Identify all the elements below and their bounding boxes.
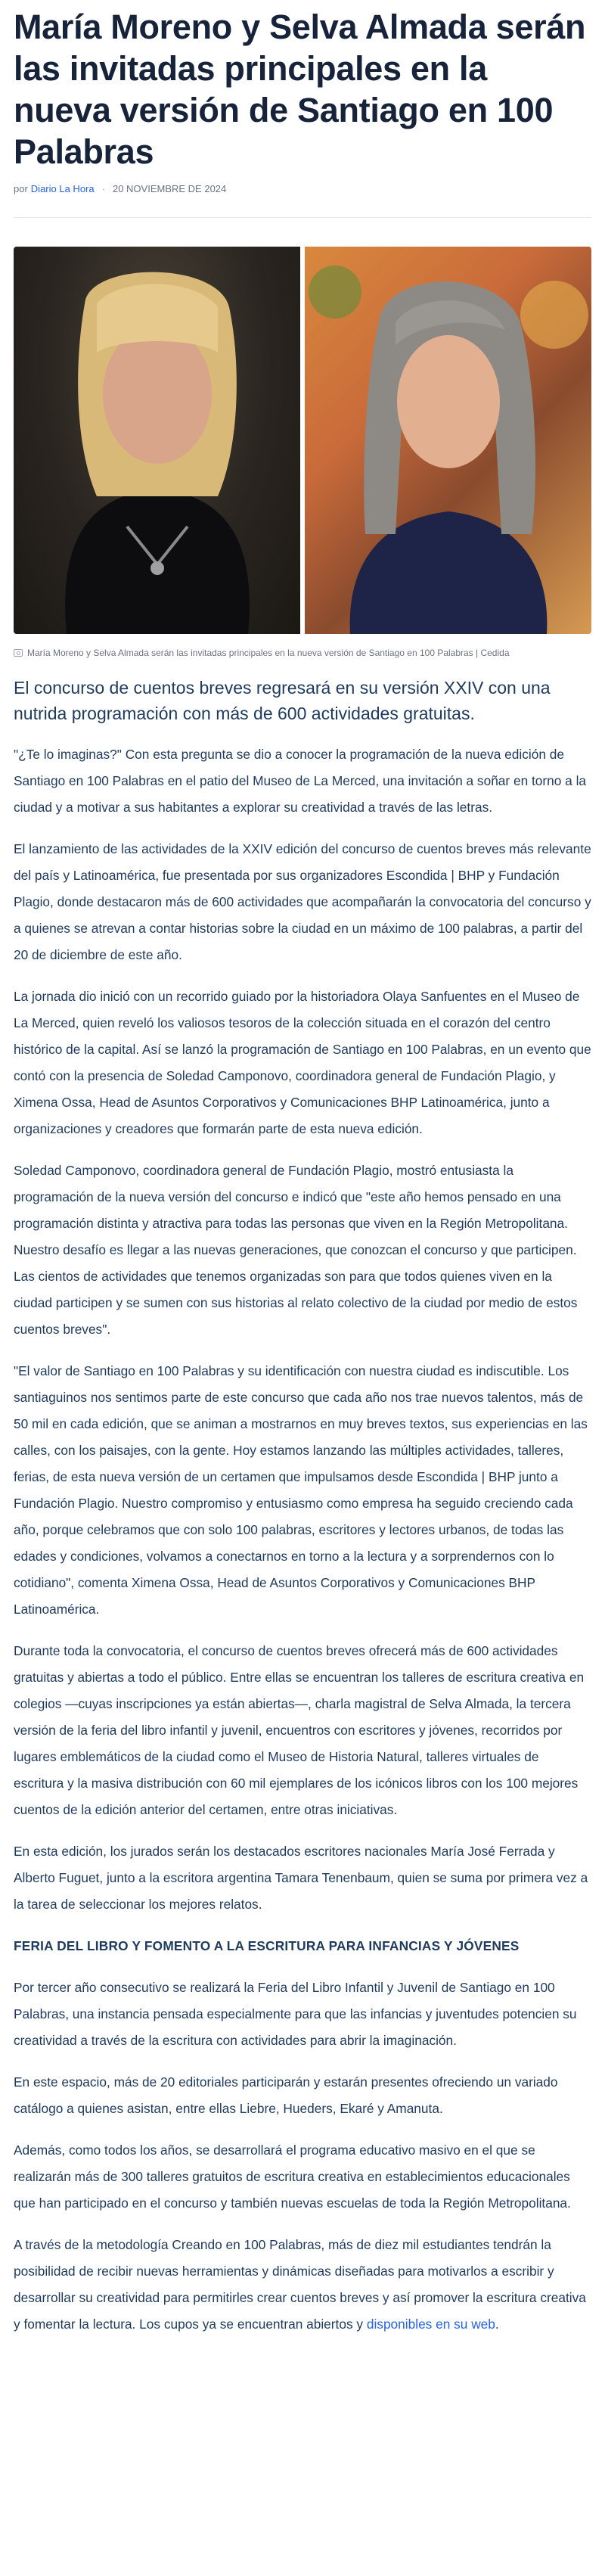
photo-maria-moreno <box>14 247 300 634</box>
paragraph: La jornada dio inició con un recorrido guiado por la historiadora Olaya Sanfuentes en el Museo de La Merced, quien reveló los valiosos tesoros de la colección situada en el corazón del centro histórico de la capital. Así se lanzó la programación de Santiago en 100 Palabras, en un evento que contó con la presencia de Soledad Camponovo, coordinadora general de Fundación Plagio, y Ximena Ossa, Head de Asuntos Corporativos y Comunicaciones BHP Latinoamérica, junto a organizaciones y creadores que formarán parte de esta nueva edición. <box>14 989 591 1136</box>
paragraph-last <box>14 2232 591 2338</box>
paragraph: El lanzamiento de las actividades de la XXIV edición del concurso de cuentos breves más relevante del país y Latinoamérica, fue presentada por sus organizadores Escondida | BHP y Fundación Plagio, donde destacaron más de 600 actividades que acompañarán la convocatoria del concurso y a quienes se atrevan a contar historias sobre la ciudad en un máximo de 100 palabras, a partir del 20 de diciembre de este año. <box>14 841 591 962</box>
paragraph-end: . <box>495 2317 499 2332</box>
paragraph: Soledad Camponovo, coordinadora general de Fundación Plagio, mostró entusiasta la programación de la nueva versión del concurso e indicó que "este año hemos pensado en una programación distinta y atractiva para todas las personas que viven en la Región Metropolitana. Nuestro desafío es llegar a las nuevas generaciones, que conozcan el concurso y que participen. Las cientos de actividades que tenemos organizadas son para que todos quienes viven en la ciudad participen y se sumen con sus historias al relato colectivo de la ciudad por medio de estos cuentos breves". <box>14 1163 578 1337</box>
photo-selva-almada <box>305 247 591 634</box>
website-link[interactable]: disponibles en su web <box>366 2317 495 2332</box>
header-divider <box>14 217 591 218</box>
section-heading: FERIA DEL LIBRO Y FOMENTO A LA ESCRITURA PARA INFANCIAS Y JÓVENES <box>14 1938 520 1953</box>
paragraph: Por tercer año consecutivo se realizará la Feria del Libro Infantil y Juvenil de Santiago en 100 Palabras, una instancia pensada especialmente para que las infancias y juventudes potencien su creatividad a través de la escritura con actividades para abrir la imaginación. <box>14 1980 577 2048</box>
paragraph: "¿Te lo imaginas?" Con esta pregunta se dio a conocer la programación de la nueva edición de Santiago en 100 Palabras en el patio del Museo de La Merced, una invitación a soñar en torno a la ciudad y a motivar a sus habitantes a explorar su creatividad a través de las letras. <box>14 747 587 815</box>
paragraph: Durante toda la convocatoria, el concurso de cuentos breves ofrecerá más de 600 actividades gratuitas y abiertas a todo el público. Entre ellas se encuentran los talleres de escritura creativa en colegios —cuyas inscripciones ya están abiertas—, charla magistral de Selva Almada, la tercera versión de la feria del libro infantil y juvenil, encuentros con escritores y jóvenes, recorridos por lugares emblemáticos de la ciudad como el Museo de Historia Natural, talleres virtuales de escritura y la masiva distribución con 60 mil ejemplares de los icónicos libros con los 100 mejores cuentos de la edición anterior del certamen, entre otras iniciativas. <box>14 1643 585 1817</box>
byline <box>14 183 591 194</box>
paragraph: Además, como todos los años, se desarrollará el programa educativo masivo en el que se realizarán más de 300 talleres gratuitos de escritura creativa en establecimientos educacionales que han participado en el concurso y también nuevas escuelas de toda la Región Metropolitana. <box>14 2143 571 2211</box>
paragraph: En esta edición, los jurados serán los destacados escritores nacionales María José Ferrada y Alberto Fuguet, junto a la escritora argentina Tamara Tenenbaum, quien se suma por primera vez a la tarea de seleccionar los mejores relatos. <box>14 1844 588 1912</box>
camera-icon <box>14 649 23 657</box>
image-caption-text: María Moreno y Selva Almada serán las invitadas principales en la nueva versión de Santiago en 100 Palabras | Cedida <box>27 648 510 658</box>
article-body <box>14 741 591 2338</box>
byline-prefix: por <box>14 183 28 194</box>
publish-date: 20 NOVIEMBRE DE 2024 <box>112 183 227 194</box>
article-lead: El concurso de cuentos breves regresará en su versión XXIV con una nutrida programación con más de 600 actividades gratuitas. <box>14 678 551 723</box>
article-title: María Moreno y Selva Almada serán las invitadas principales en la nueva versión de Santiago en 100 Palabras <box>14 8 586 171</box>
byline-separator: · <box>101 183 105 194</box>
portrait-illustration-right <box>305 247 591 634</box>
paragraph: En este espacio, más de 20 editoriales participarán y estarán presentes ofreciendo un variado catálogo a quienes asistan, entre ellas Liebre, Hueders, Ekaré y Amanuta. <box>14 2074 558 2116</box>
paragraph: "El valor de Santiago en 100 Palabras y su identificación con nuestra ciudad es indiscutible. Los santiaguinos nos sentimos parte de este concurso que cada año nos trae nuevos talentos, más de 50 mil en cada edición, que se animan a mostrarnos en muy breves textos, sus experiencias en las calles, con los paisajes, con la gente. Hoy estamos lanzando las múltiples actividades, talleres, ferias, de esta nueva versión de un certamen que impulsamos desde Escondida | BHP junto a Fundación Plagio. Nuestro compromiso y entusiasmo como empresa ha seguido creciendo cada año, porque celebramos que con solo 100 palabras, escritores y lectores urbanos, de todas las edades y condiciones, volvamos a conectarnos en torno a la lectura y a sorprendernos con lo cotidiano", comenta Ximena Ossa, Head de Asuntos Corporativos y Comunicaciones BHP Latinoamérica. <box>14 1363 588 1617</box>
author-link[interactable]: Diario La Hora <box>30 183 95 194</box>
image-caption <box>14 648 591 658</box>
paragraph-text: A través de la metodología Creando en 100 Palabras, más de diez mil estudiantes tendrán la posibilidad de recibir nuevas herramientas y dinámicas diseñadas para motivarlos a escribir y desarrollar su creatividad para permitirles crear cuentos breves y así promover la escritura creativa y fomentar la lectura. Los cupos ya se encuentran abiertos y <box>14 2237 586 2332</box>
portrait-illustration-left <box>14 247 300 634</box>
hero-image <box>14 247 591 634</box>
